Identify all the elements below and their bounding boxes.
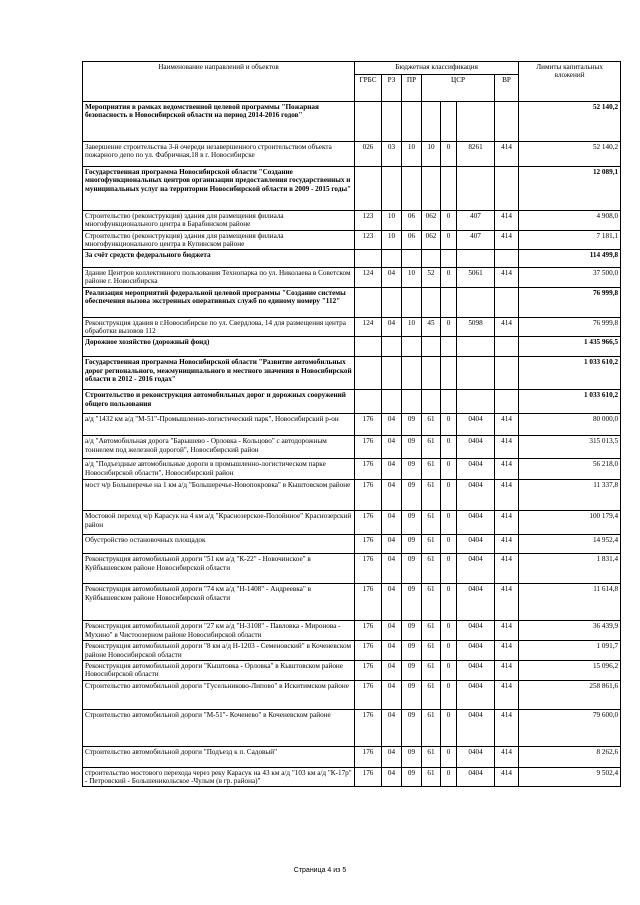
row-pr: 09 [402,641,422,661]
row-csr-code: 0404 [457,746,495,767]
row-pr [402,250,422,268]
row-grbs: 123 [355,211,382,231]
row-name: Мостовой переход ч/р Карасук на 4 км а/д "Краснозерское-Полойнное" Краснозерский район [83,511,355,535]
row-rz: 04 [382,414,402,436]
row-amount: 100 179,4 [519,511,621,535]
row-csr-program [422,390,441,414]
row-grbs: 176 [355,680,382,709]
section-row [83,287,621,317]
row-name: Реконструкция здания в г.Новосибирске по ул. Свердлова, 14 для размещения центра обработки вызовов 112 [83,317,355,337]
row-csr-code [457,357,495,390]
section-row [83,250,621,268]
header-csr: ЦСР [422,75,495,102]
row-vr: 414 [495,317,519,337]
row-rz: 04 [382,480,402,511]
row-amount: 52 140,2 [519,102,621,142]
row-rz: 04 [382,680,402,709]
row-csr-sub: 0 [441,414,457,436]
row-csr-program [422,167,441,211]
row-name: Строительство автомобильной дороги "Гусельниково-Липово" в Искитимском районе [83,680,355,709]
row-csr-program: 61 [422,746,441,767]
row-rz: 10 [382,211,402,231]
row-amount: 114 499,8 [519,250,621,268]
row-rz [382,102,402,142]
row-vr: 414 [495,641,519,661]
row-amount: 8 262,6 [519,746,621,767]
header-grbs: ГРБС [355,75,382,102]
table-row [83,211,621,231]
row-grbs [355,250,382,268]
row-csr-sub: 0 [441,680,457,709]
row-grbs [355,102,382,142]
row-grbs: 026 [355,142,382,167]
row-csr-sub: 0 [441,709,457,746]
header-rz: РЗ [382,75,402,102]
row-name: мост ч/р Большеречье на 1 км а/д "Большеречье-Новопокровка" в Кыштовском районе [83,480,355,511]
row-csr-program [422,357,441,390]
row-grbs: 176 [355,584,382,621]
row-grbs: 176 [355,660,382,680]
row-csr-sub: 0 [441,459,457,480]
row-pr: 09 [402,767,422,787]
row-rz: 04 [382,535,402,554]
row-csr-sub: 0 [441,554,457,584]
row-pr: 10 [402,268,422,288]
table-row [83,584,621,621]
row-grbs: 176 [355,641,382,661]
row-csr-code [457,102,495,142]
table-row [83,268,621,288]
row-amount: 80 000,0 [519,414,621,436]
row-rz [382,390,402,414]
row-csr-code: 407 [457,211,495,231]
row-name: Реконструкция автомобильной дороги "74 км а/д "Н-1408" - Андреевка" в Куйбышевском районе Новосибирской области [83,584,355,621]
page-number: Страница 4 из 5 [293,867,347,874]
row-pr [402,102,422,142]
row-pr: 10 [402,142,422,167]
row-csr-sub: 0 [441,660,457,680]
row-csr-sub: 0 [441,317,457,337]
row-csr-sub [441,357,457,390]
row-csr-code: 0404 [457,641,495,661]
row-csr-code: 0404 [457,709,495,746]
row-amount: 11 337,8 [519,480,621,511]
row-csr-code: 0404 [457,621,495,641]
row-csr-code: 0404 [457,535,495,554]
row-grbs: 176 [355,709,382,746]
row-pr: 09 [402,480,422,511]
row-grbs [355,167,382,211]
row-pr [402,357,422,390]
table-row [83,660,621,680]
row-csr-program: 61 [422,459,441,480]
row-vr [495,357,519,390]
row-csr-program: 062 [422,211,441,231]
row-csr-sub [441,337,457,357]
table-row [83,767,621,787]
row-rz: 04 [382,584,402,621]
row-csr-code [457,167,495,211]
row-amount: 52 140,2 [519,142,621,167]
row-amount: 4 908,0 [519,211,621,231]
row-name: Завершение строительства 3-й очереди незавершенного строительством объекта пожарного депо по ул. Фабричная,18 в г. Новосибирске [83,142,355,167]
row-pr: 09 [402,436,422,459]
table-row [83,459,621,480]
table-row [83,511,621,535]
table-row [83,480,621,511]
row-rz [382,287,402,317]
section-row [83,357,621,390]
row-csr-program: 61 [422,480,441,511]
row-rz [382,357,402,390]
row-amount: 315 013,5 [519,436,621,459]
row-grbs: 123 [355,230,382,250]
row-vr [495,337,519,357]
row-vr: 414 [495,621,519,641]
row-amount: 36 439,9 [519,621,621,641]
table-row [83,746,621,767]
row-vr: 414 [495,211,519,231]
row-csr-program: 61 [422,660,441,680]
row-csr-sub [441,167,457,211]
row-pr: 09 [402,511,422,535]
row-csr-sub: 0 [441,268,457,288]
row-csr-sub: 0 [441,211,457,231]
table-row [83,554,621,584]
row-csr-code: 0404 [457,511,495,535]
row-csr-program: 45 [422,317,441,337]
row-rz: 04 [382,511,402,535]
row-csr-program: 52 [422,268,441,288]
row-name: Государственная программа Новосибирской области "Создание многофункциональных центров организации предоставления государственных и муниципальных услуг на территории Новосибирской области в 2009 - 2015 годы" [83,167,355,211]
row-name: Обустройство остановочных площадок [83,535,355,554]
row-csr-code [457,250,495,268]
row-name: Дорожное хозяйство (дорожный фонд) [83,337,355,357]
row-rz [382,167,402,211]
row-csr-sub: 0 [441,511,457,535]
table-body [83,102,621,787]
row-amount: 56 218,0 [519,459,621,480]
row-csr-program: 61 [422,554,441,584]
row-rz: 10 [382,230,402,250]
row-name: а/д "Автомобильная дорога "Барышево - Орловка - Кольцово" с автодорожным тоннелем под железной дорогой", Новосибирский район [83,436,355,459]
table-row [83,621,621,641]
row-vr: 414 [495,230,519,250]
row-csr-program: 61 [422,436,441,459]
row-vr [495,287,519,317]
row-rz [382,337,402,357]
row-csr-code: 407 [457,230,495,250]
row-csr-sub: 0 [441,746,457,767]
row-csr-code: 0404 [457,584,495,621]
row-csr-code [457,287,495,317]
row-csr-code [457,390,495,414]
row-pr [402,337,422,357]
row-pr: 06 [402,230,422,250]
row-name: строительство мостового перехода через реку Карасук на 43 км а/д "103 км а/д "К-17р" - Петровский - Большеникольское -Чулым (в гр. района)" [83,767,355,787]
row-grbs: 124 [355,268,382,288]
row-pr: 09 [402,660,422,680]
row-csr-sub: 0 [441,535,457,554]
row-csr-sub: 0 [441,436,457,459]
row-csr-program: 61 [422,511,441,535]
row-vr: 414 [495,535,519,554]
row-name: а/д "1432 км а/д "М-51"-Промышленно-логистический парк", Новосибирский р-он [83,414,355,436]
row-csr-sub [441,390,457,414]
row-csr-program: 61 [422,709,441,746]
row-rz [382,250,402,268]
row-grbs [355,287,382,317]
row-grbs [355,337,382,357]
row-csr-code: 5061 [457,268,495,288]
row-vr: 414 [495,680,519,709]
row-grbs: 124 [355,317,382,337]
row-rz: 04 [382,746,402,767]
row-csr-code: 0404 [457,554,495,584]
row-vr [495,167,519,211]
row-amount: 12 089,1 [519,167,621,211]
row-vr: 414 [495,746,519,767]
row-grbs [355,390,382,414]
row-amount: 76 999,8 [519,287,621,317]
row-rz: 04 [382,709,402,746]
row-csr-program [422,337,441,357]
row-name: Строительство автомобильной дороги "Подъезд к п. Садовый" [83,746,355,767]
table-row [83,436,621,459]
row-pr: 06 [402,211,422,231]
row-grbs: 176 [355,414,382,436]
row-vr: 414 [495,660,519,680]
row-pr: 09 [402,459,422,480]
row-csr-code: 0404 [457,414,495,436]
row-pr: 09 [402,709,422,746]
table-row [83,317,621,337]
row-csr-program: 61 [422,414,441,436]
row-name: а/д "Подъездные автомобильные дороги в промышленно-логистическом парке Новосибирской области", Новосибирский район [83,459,355,480]
row-pr [402,390,422,414]
row-amount: 15 096,2 [519,660,621,680]
row-vr: 414 [495,436,519,459]
row-name: Реконструкция автомобильной дороги "8 км а/д Н-1203 - Семеновский" в Коченевском районе Новосибирской области [83,641,355,661]
row-name: Реконструкция автомобильной дороги "27 км а/д "Н-3108" - Павловка - Миронова - Мухино" в Чистоозерном районе Новосибирской области [83,621,355,641]
row-rz: 04 [382,268,402,288]
row-amount: 9 502,4 [519,767,621,787]
row-csr-program [422,250,441,268]
row-pr: 09 [402,414,422,436]
row-amount: 1 091,7 [519,641,621,661]
row-grbs: 176 [355,554,382,584]
row-csr-sub [441,287,457,317]
table-row [83,230,621,250]
row-csr-sub: 0 [441,584,457,621]
row-rz: 04 [382,459,402,480]
row-pr: 09 [402,621,422,641]
row-pr: 09 [402,584,422,621]
row-amount: 76 999,8 [519,317,621,337]
row-csr-program: 61 [422,641,441,661]
table-row [83,641,621,661]
row-grbs: 176 [355,621,382,641]
row-vr: 414 [495,480,519,511]
row-rz: 04 [382,621,402,641]
row-csr-code: 5098 [457,317,495,337]
row-amount: 1 831,4 [519,554,621,584]
row-pr [402,167,422,211]
row-amount: 37 500,0 [519,268,621,288]
row-name: Государственная программа Новосибирской области "Развитие автомобильных дорог регионального, межмуниципального и местного значения в Новосибирской области в 2012 - 2016 годах" [83,357,355,390]
row-csr-sub: 0 [441,621,457,641]
section-row [83,167,621,211]
row-amount: 7 181,1 [519,230,621,250]
row-amount: 1 033 610,2 [519,390,621,414]
row-csr-program: 61 [422,584,441,621]
row-pr: 09 [402,554,422,584]
table-header [83,62,621,102]
header-name: Наименование направлений и объектов [83,62,355,102]
table-row [83,142,621,167]
row-name: Реконструкция автомобильной дороги "51 км а/д "К-22" - Новочинское" в Куйбышевском районе Новосибирской области [83,554,355,584]
row-csr-program: 062 [422,230,441,250]
row-csr-program [422,102,441,142]
row-vr: 414 [495,767,519,787]
row-name: Строительство автомобильной дороги "М-51"- Коченево" в Коченевском районе [83,709,355,746]
row-name: Строительство и реконструкция автомобильных дорог и дорожных сооружений общего пользования [83,390,355,414]
row-rz: 04 [382,436,402,459]
row-csr-sub: 0 [441,142,457,167]
row-csr-code: 0404 [457,767,495,787]
row-csr-sub: 0 [441,230,457,250]
row-name: За счёт средств федерального бюджета [83,250,355,268]
row-csr-code: 0404 [457,680,495,709]
row-rz: 04 [382,317,402,337]
row-grbs: 176 [355,436,382,459]
row-vr: 414 [495,554,519,584]
header-vr: ВР [495,75,519,102]
row-grbs [355,357,382,390]
row-csr-program: 61 [422,535,441,554]
row-amount: 1 435 966,5 [519,337,621,357]
row-pr: 09 [402,680,422,709]
row-pr: 09 [402,746,422,767]
row-grbs: 176 [355,535,382,554]
table-row [83,680,621,709]
row-rz: 04 [382,660,402,680]
row-grbs: 176 [355,511,382,535]
section-row [83,102,621,142]
row-amount: 14 952,4 [519,535,621,554]
row-csr-program: 10 [422,142,441,167]
row-vr: 414 [495,142,519,167]
row-csr-sub: 0 [441,480,457,511]
row-grbs: 176 [355,480,382,511]
row-grbs: 176 [355,767,382,787]
row-vr: 414 [495,511,519,535]
row-csr-code: 0404 [457,660,495,680]
row-vr: 414 [495,459,519,480]
row-csr-sub: 0 [441,641,457,661]
row-pr: 10 [402,317,422,337]
row-name: Реконструкция автомобильной дороги "Кыштовка - Орловка" в Кыштовском районе Новосибирской области [83,660,355,680]
row-amount: 258 861,6 [519,680,621,709]
row-csr-program: 61 [422,767,441,787]
row-grbs: 176 [355,459,382,480]
row-rz: 03 [382,142,402,167]
row-rz: 04 [382,554,402,584]
row-csr-sub [441,250,457,268]
row-name: Здание Центров коллективного пользования Технопарка по ул. Николаева в Советском районе г. Новосибирска [83,268,355,288]
row-csr-sub [441,102,457,142]
budget-table [82,61,621,787]
row-pr [402,287,422,317]
row-name: Строительство (реконструкция) здания для размещения филиала многофункционального центра в Купинском районе [83,230,355,250]
row-amount: 79 600,0 [519,709,621,746]
table-row [83,535,621,554]
row-pr: 09 [402,535,422,554]
row-csr-program [422,287,441,317]
row-vr [495,390,519,414]
row-amount: 1 033 610,2 [519,357,621,390]
row-vr: 414 [495,268,519,288]
row-csr-program: 61 [422,680,441,709]
row-vr: 414 [495,709,519,746]
row-vr: 414 [495,584,519,621]
row-rz: 04 [382,767,402,787]
row-name: Реализация мероприятий федеральной целевой программы "Создание системы обеспечения вызова экстренных оперативных служб по единому номеру "112" [83,287,355,317]
header-budget-classification: Бюджетная классификация [355,62,519,75]
header-limits: Лимиты капитальных вложений [519,62,621,102]
section-row [83,337,621,357]
row-csr-code: 8261 [457,142,495,167]
row-csr-code: 0404 [457,480,495,511]
row-rz: 04 [382,641,402,661]
row-csr-code: 0404 [457,459,495,480]
section-row [83,390,621,414]
row-csr-code: 0404 [457,436,495,459]
row-name: Строительство (реконструкция) здания для размещения филиала многофункционального центра в Барабинском районе [83,211,355,231]
row-csr-sub: 0 [441,767,457,787]
row-csr-program: 61 [422,621,441,641]
table-row [83,709,621,746]
header-pr: ПР [402,75,422,102]
table-row [83,414,621,436]
row-vr: 414 [495,414,519,436]
row-amount: 11 614,8 [519,584,621,621]
row-name: Мероприятия в рамках ведомственной целевой программы "Пожарная безопасность в Новосибирской области на период 2014-2016 годов" [83,102,355,142]
row-csr-code [457,337,495,357]
row-vr [495,250,519,268]
row-vr [495,102,519,142]
row-grbs: 176 [355,746,382,767]
